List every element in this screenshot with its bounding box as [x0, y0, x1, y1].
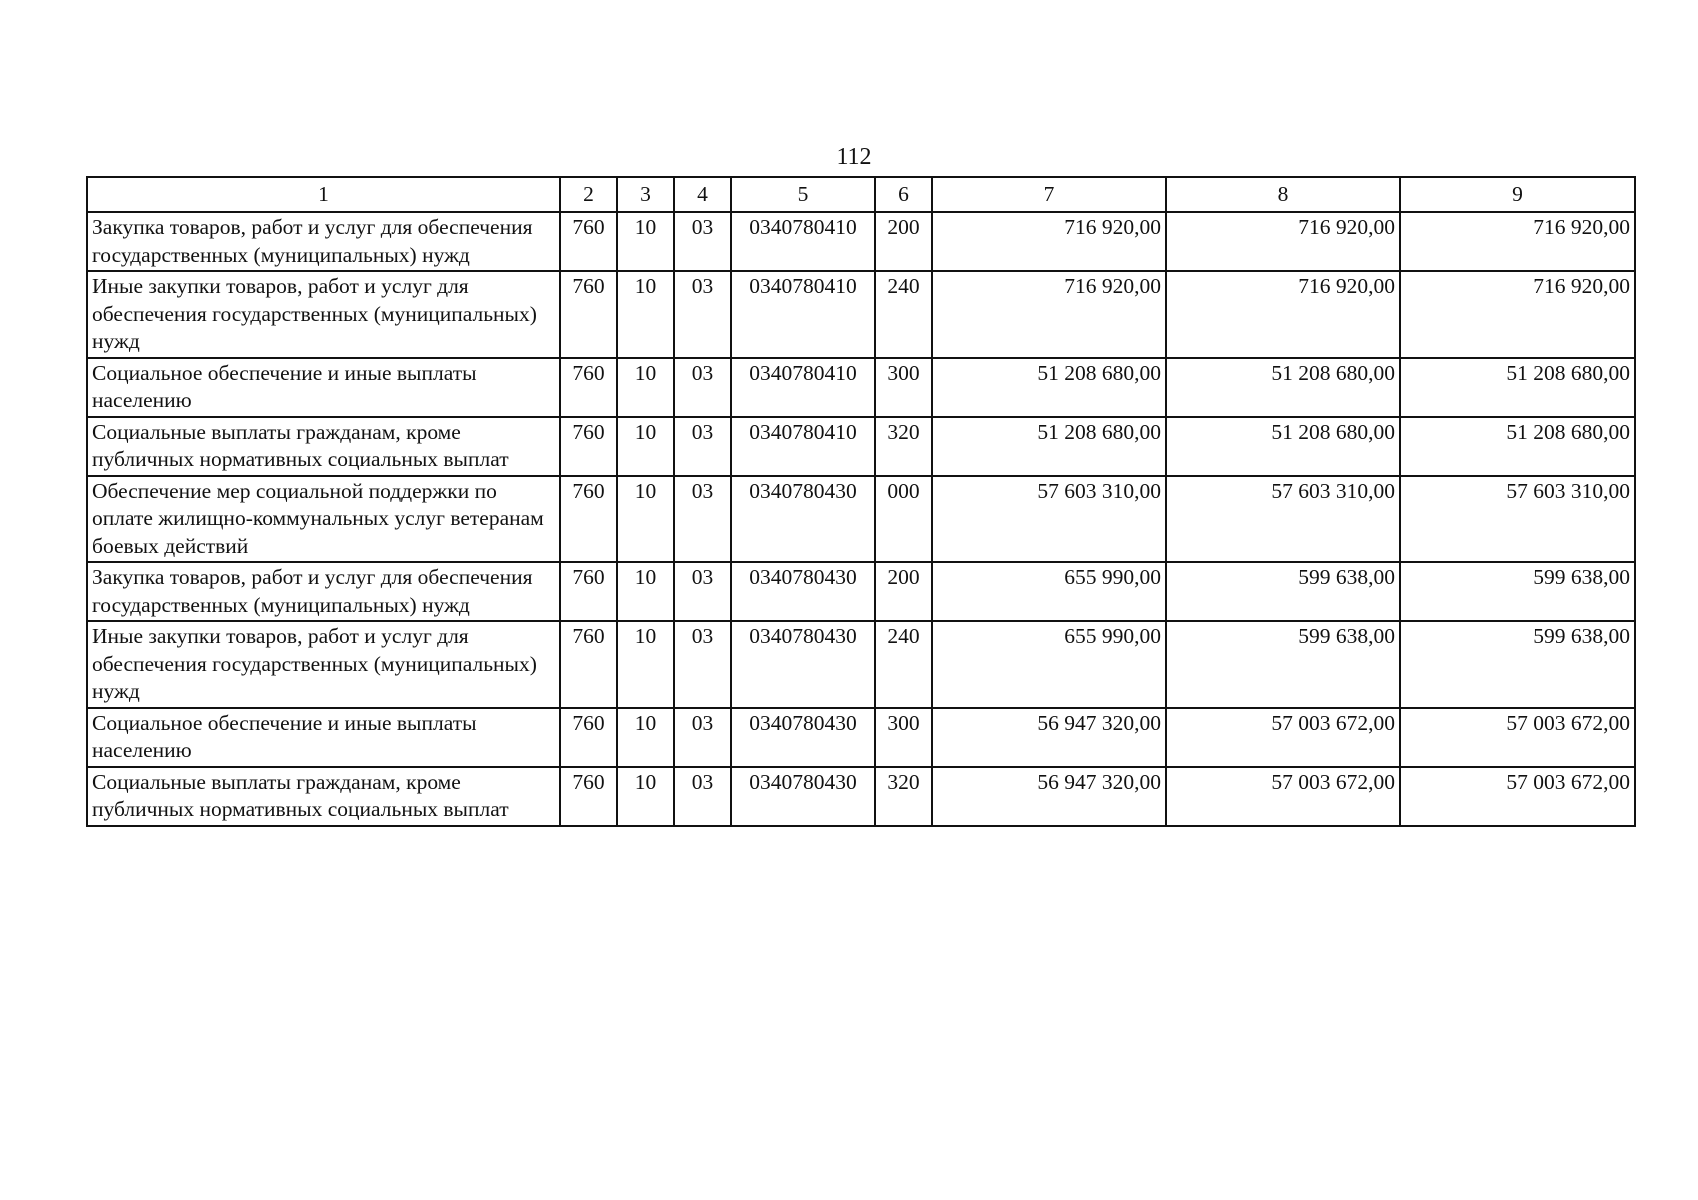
cell-amount-7: 56 947 320,00: [932, 767, 1166, 826]
cell-code-2: 760: [560, 212, 617, 271]
cell-code-4: 03: [674, 621, 731, 708]
column-header: 9: [1400, 177, 1635, 212]
cell-amount-8: 57 003 672,00: [1166, 708, 1400, 767]
column-header: 1: [87, 177, 560, 212]
column-header: 2: [560, 177, 617, 212]
cell-amount-8: 51 208 680,00: [1166, 358, 1400, 417]
cell-code-3: 10: [617, 767, 674, 826]
table-row: [87, 358, 1635, 417]
row-name: Закупка товаров, работ и услуг для обеспечения государственных (муниципальных) нужд: [87, 212, 560, 271]
column-header: 7: [932, 177, 1166, 212]
cell-code-3: 10: [617, 358, 674, 417]
cell-code-4: 03: [674, 708, 731, 767]
cell-code-5: 0340780430: [731, 767, 875, 826]
cell-code-2: 760: [560, 708, 617, 767]
column-header: 6: [875, 177, 932, 212]
cell-code-6: 000: [875, 476, 932, 563]
cell-code-2: 760: [560, 476, 617, 563]
cell-code-4: 03: [674, 358, 731, 417]
row-name: Социальные выплаты гражданам, кроме публичных нормативных социальных выплат: [87, 767, 560, 826]
cell-code-3: 10: [617, 621, 674, 708]
cell-amount-8: 599 638,00: [1166, 621, 1400, 708]
table-row: [87, 417, 1635, 476]
cell-amount-9: 599 638,00: [1400, 621, 1635, 708]
cell-amount-8: 57 003 672,00: [1166, 767, 1400, 826]
cell-amount-7: 56 947 320,00: [932, 708, 1166, 767]
cell-code-5: 0340780430: [731, 621, 875, 708]
table-row: [87, 621, 1635, 708]
budget-table: [86, 176, 1636, 827]
row-name: Социальное обеспечение и иные выплаты населению: [87, 708, 560, 767]
cell-code-2: 760: [560, 417, 617, 476]
cell-code-5: 0340780430: [731, 476, 875, 563]
cell-amount-9: 57 003 672,00: [1400, 708, 1635, 767]
table-row: [87, 767, 1635, 826]
cell-code-6: 320: [875, 417, 932, 476]
cell-amount-8: 599 638,00: [1166, 562, 1400, 621]
cell-code-6: 200: [875, 212, 932, 271]
cell-amount-7: 716 920,00: [932, 271, 1166, 358]
header-row: [87, 177, 1635, 212]
cell-amount-9: 716 920,00: [1400, 212, 1635, 271]
page-number: 112: [836, 144, 872, 170]
table-row: [87, 562, 1635, 621]
cell-amount-7: 716 920,00: [932, 212, 1166, 271]
cell-code-2: 760: [560, 562, 617, 621]
row-name: Иные закупки товаров, работ и услуг для обеспечения государственных (муниципальных) нужд: [87, 271, 560, 358]
cell-code-5: 0340780410: [731, 358, 875, 417]
cell-code-3: 10: [617, 476, 674, 563]
cell-amount-9: 57 003 672,00: [1400, 767, 1635, 826]
cell-code-3: 10: [617, 271, 674, 358]
cell-code-3: 10: [617, 212, 674, 271]
cell-amount-7: 51 208 680,00: [932, 358, 1166, 417]
column-header: 5: [731, 177, 875, 212]
table-row: [87, 708, 1635, 767]
cell-code-2: 760: [560, 767, 617, 826]
cell-code-5: 0340780410: [731, 212, 875, 271]
table-row: [87, 271, 1635, 358]
cell-amount-9: 716 920,00: [1400, 271, 1635, 358]
cell-amount-8: 51 208 680,00: [1166, 417, 1400, 476]
cell-code-4: 03: [674, 212, 731, 271]
cell-code-6: 300: [875, 358, 932, 417]
cell-code-5: 0340780430: [731, 708, 875, 767]
cell-code-4: 03: [674, 417, 731, 476]
cell-code-3: 10: [617, 417, 674, 476]
table-row: [87, 212, 1635, 271]
cell-code-6: 300: [875, 708, 932, 767]
row-name: Закупка товаров, работ и услуг для обеспечения государственных (муниципальных) нужд: [87, 562, 560, 621]
column-header: 8: [1166, 177, 1400, 212]
row-name: Иные закупки товаров, работ и услуг для обеспечения государственных (муниципальных) нужд: [87, 621, 560, 708]
cell-amount-7: 655 990,00: [932, 621, 1166, 708]
cell-code-2: 760: [560, 621, 617, 708]
cell-amount-8: 716 920,00: [1166, 271, 1400, 358]
cell-code-5: 0340780430: [731, 562, 875, 621]
cell-amount-9: 599 638,00: [1400, 562, 1635, 621]
cell-code-6: 200: [875, 562, 932, 621]
cell-amount-8: 716 920,00: [1166, 212, 1400, 271]
cell-code-3: 10: [617, 562, 674, 621]
cell-code-6: 240: [875, 621, 932, 708]
column-header: 3: [617, 177, 674, 212]
cell-code-6: 320: [875, 767, 932, 826]
cell-code-4: 03: [674, 271, 731, 358]
cell-amount-9: 51 208 680,00: [1400, 417, 1635, 476]
column-header: 4: [674, 177, 731, 212]
cell-amount-7: 51 208 680,00: [932, 417, 1166, 476]
cell-amount-8: 57 603 310,00: [1166, 476, 1400, 563]
cell-code-5: 0340780410: [731, 271, 875, 358]
table-row: [87, 476, 1635, 563]
row-name: Обеспечение мер социальной поддержки по оплате жилищно-коммунальных услуг ветеранам боевых действий: [87, 476, 560, 563]
cell-amount-9: 51 208 680,00: [1400, 358, 1635, 417]
cell-amount-7: 57 603 310,00: [932, 476, 1166, 563]
row-name: Социальное обеспечение и иные выплаты населению: [87, 358, 560, 417]
cell-code-4: 03: [674, 476, 731, 563]
cell-amount-9: 57 603 310,00: [1400, 476, 1635, 563]
cell-code-3: 10: [617, 708, 674, 767]
cell-code-6: 240: [875, 271, 932, 358]
cell-code-4: 03: [674, 767, 731, 826]
cell-code-2: 760: [560, 358, 617, 417]
cell-amount-7: 655 990,00: [932, 562, 1166, 621]
cell-code-5: 0340780410: [731, 417, 875, 476]
cell-code-2: 760: [560, 271, 617, 358]
cell-code-4: 03: [674, 562, 731, 621]
row-name: Социальные выплаты гражданам, кроме публичных нормативных социальных выплат: [87, 417, 560, 476]
